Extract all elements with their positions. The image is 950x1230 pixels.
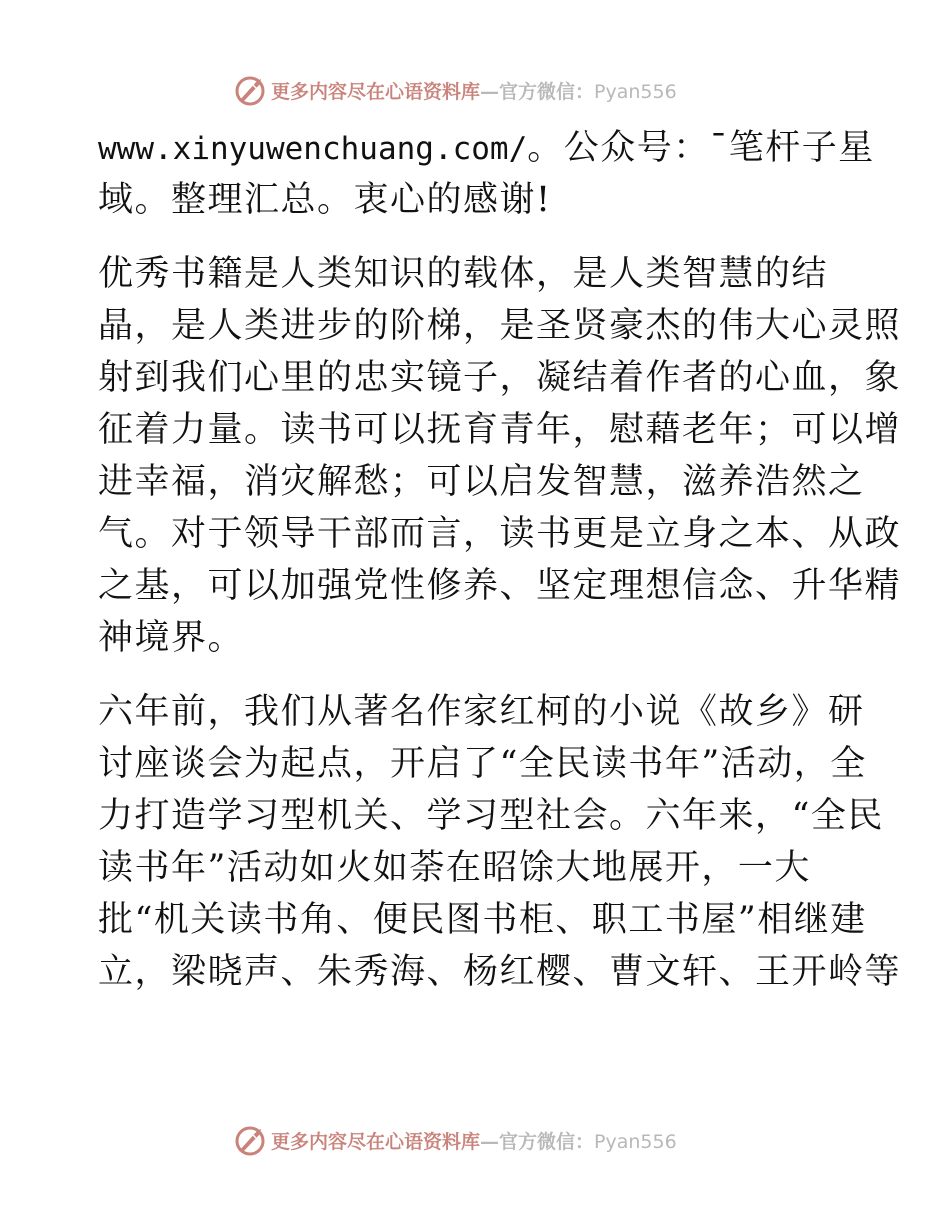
quill-pen-logo-icon (233, 73, 267, 107)
header-watermark (233, 70, 677, 110)
paragraph-2-line: 读书年”活动如火如荼在昭馀大地展开，一大 (98, 848, 811, 888)
document-body (98, 122, 902, 998)
watermark-id: Pyan556 (594, 1130, 677, 1153)
watermark-sub: —官方微信： (480, 1130, 595, 1153)
paragraph-2-line: 批“机关读书角、便民图书柜、职工书屋”相继建 (98, 900, 867, 940)
watermark-sub: —官方微信： (480, 80, 595, 103)
paragraph-gap (98, 226, 858, 248)
paragraph-1-line: 征着力量。读书可以抚育青年，慰藉老年；可以增 (98, 410, 902, 450)
paragraph-2-line: 力打造学习型机关、学习型社会。六年来，“全民 (98, 796, 884, 836)
paragraph-1-line: 优秀书籍是人类知识的载体，是人类智慧的结 (98, 254, 829, 294)
paragraph-2-line: 讨座谈会为起点，开启了“全民读书年”活动，全 (98, 744, 867, 784)
paragraph-1-line: 气。对于领导干部而言，读书更是立身之本、从政 (98, 514, 902, 554)
paragraph-1-line: 射到我们心里的忠实镜子，凝结着作者的心血，象 (98, 358, 902, 398)
watermark-main: 更多内容尽在心语资料库 (271, 1130, 481, 1153)
paragraph-1 (98, 248, 902, 664)
paragraph-1-line: 进幸福，消灾解愁；可以启发智慧，滋养浩然之 (98, 462, 865, 502)
paragraph-1-line: 神境界。 (98, 618, 245, 658)
quill-pen-logo-icon (233, 1123, 267, 1157)
footer-watermark (233, 1120, 677, 1160)
intro-line-1 (98, 122, 875, 174)
intro-line-2: 域。整理汇总。衷心的感谢! (98, 180, 552, 220)
watermark-id: Pyan556 (594, 80, 677, 103)
intro-url: www.xinyuwenchuang.com/ (98, 131, 528, 167)
paragraph-1-line: 晶，是人类进步的阶梯，是圣贤豪杰的伟大心灵照 (98, 306, 902, 346)
watermark-main: 更多内容尽在心语资料库 (271, 80, 481, 103)
paragraph-2-line: 立，梁晓声、朱秀海、杨红樱、曹文轩、王开岭等 (98, 952, 902, 992)
paragraph-1-line: 之基，可以加强党性修养、坚定理想信念、升华精 (98, 566, 902, 606)
intro-line-1-rest: 。公众号：¯笔杆子星 (527, 128, 875, 168)
watermark-text (271, 77, 677, 104)
paragraph-2 (98, 686, 902, 998)
paragraph-2-line: 六年前，我们从著名作家红柯的小说《故乡》研 (98, 692, 865, 732)
watermark-text (271, 1127, 677, 1154)
paragraph-gap (98, 664, 858, 686)
